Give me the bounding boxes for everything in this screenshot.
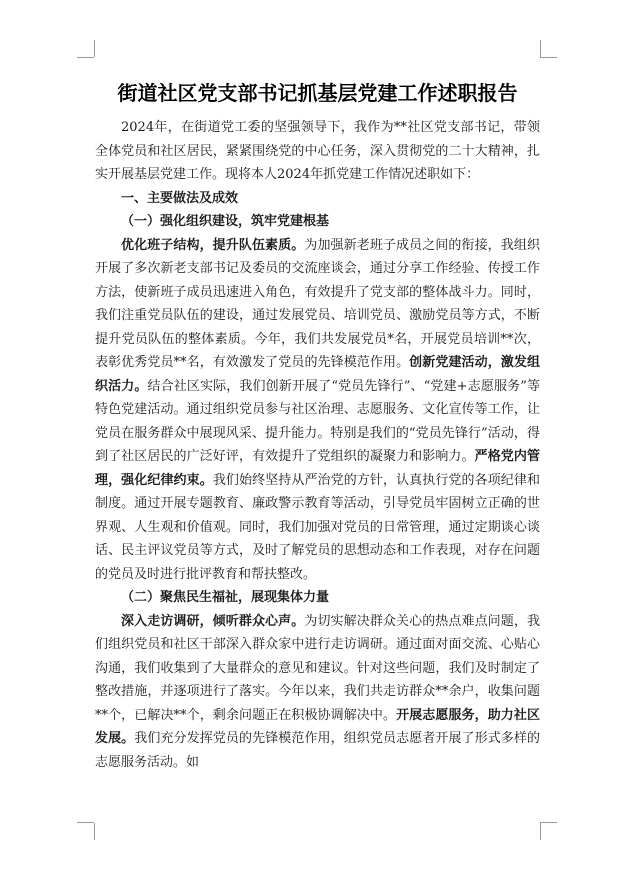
paragraph-lead: 严格党内管理，强化纪律约束。: [95, 449, 540, 488]
crop-mark-bottom-right-h: [540, 822, 557, 823]
crop-mark-top-right-v: [540, 40, 541, 57]
paragraph-lead: 优化班子结构，提升队伍素质。: [121, 237, 305, 253]
crop-mark-top-left-v: [94, 40, 95, 57]
section-heading: 一、主要做法及成效: [121, 190, 239, 206]
paragraph-text: 我们始终坚持从严治党的方针，认真执行党的各项纪律和制度。通过开展专题教育、廉政警示教育等活动，引导党员牢固树立正确的世界观、人生观和价值观。同时，我们加强对党员的日常管理，通过定期谈心谈话、民主评议党员等方式，及时了解党员的思想动态和工作表现，对存在问题的党员及时进行批评教育和帮扶整改。: [95, 472, 540, 582]
paragraph-text: 我们充分发挥党员的先锋模范作用，组织党员志愿者开展了形式多样的志愿服务活动。如: [95, 731, 540, 770]
crop-mark-bottom-left-v: [94, 823, 95, 840]
crop-mark-bottom-left-h: [77, 822, 94, 823]
body-paragraph: [95, 234, 540, 587]
subsection-heading: （一）强化组织建设，筑牢党建根基: [121, 214, 330, 229]
paragraph-lead: 创新党建活动，激发组织活力。: [95, 355, 540, 394]
paragraph-lead: 开展志愿服务，助力社区发展。: [95, 707, 540, 746]
paragraph-text: 结合社区实际，我们创新开展了“党员先锋行”、“党建+志愿服务”等特色党建活动。通过组织党员参与社区治理、志愿服务、文化宣传等工作，让党员在服务群众中展现风采、提升能力。特别是我们的“党员先锋行”活动，得到了社区居民的广泛好评，有效提升了党组织的凝聚力和影响力。: [95, 378, 540, 464]
document-page: [95, 78, 540, 774]
paragraph-text: 为切实解决群众关心的热点难点问题，我们组织党员和社区干部深入群众家中进行走访调研。通过面对面交流、心贴心沟通，我们收集到了大量群众的意见和建议。针对这些问题，我们及时制定了整改措施，并逐项进行了落实。今年以来，我们共走访群众**余户，收集问题**个，已解决**个，剩余问题正在积极协调解决中。: [95, 613, 540, 723]
crop-mark-top-left-h: [77, 57, 94, 58]
subsection-heading: （二）聚焦民生福祉，展现集体力量: [121, 590, 330, 605]
document-title: 街道社区党支部书记抓基层党建工作述职报告: [117, 81, 518, 105]
body-paragraph: [95, 610, 540, 775]
paragraph-lead: 深入走访调研，倾听群众心声。: [121, 613, 305, 629]
paragraph-text: 为加强新老班子成员之间的衔接，我组织开展了多次新老支部书记及委员的交流座谈会，通过分享工作经验、传授工作方法，使新班子成员迅速进入角色，有效提升了党支部的整体战斗力。同时，我们注重党员队伍的建设，通过发展党员、培训党员、激励党员等方式，不断提升党员队伍的整体素质。今年，我们共发展党员*名，开展党员培训**次，表彰优秀党员**名，有效激发了党员的先锋模范作用。: [95, 237, 540, 370]
crop-mark-top-right-h: [540, 57, 557, 58]
crop-mark-bottom-right-v: [540, 823, 541, 840]
intro-paragraph: 2024年，在街道党工委的坚强领导下，我作为**社区党支部书记，带领全体党员和社区居民，紧紧围绕党的中心任务，深入贯彻党的二十大精神，扎实开展基层党建工作。现将本人2024年抓党建工作情况述职如下：: [95, 120, 540, 182]
